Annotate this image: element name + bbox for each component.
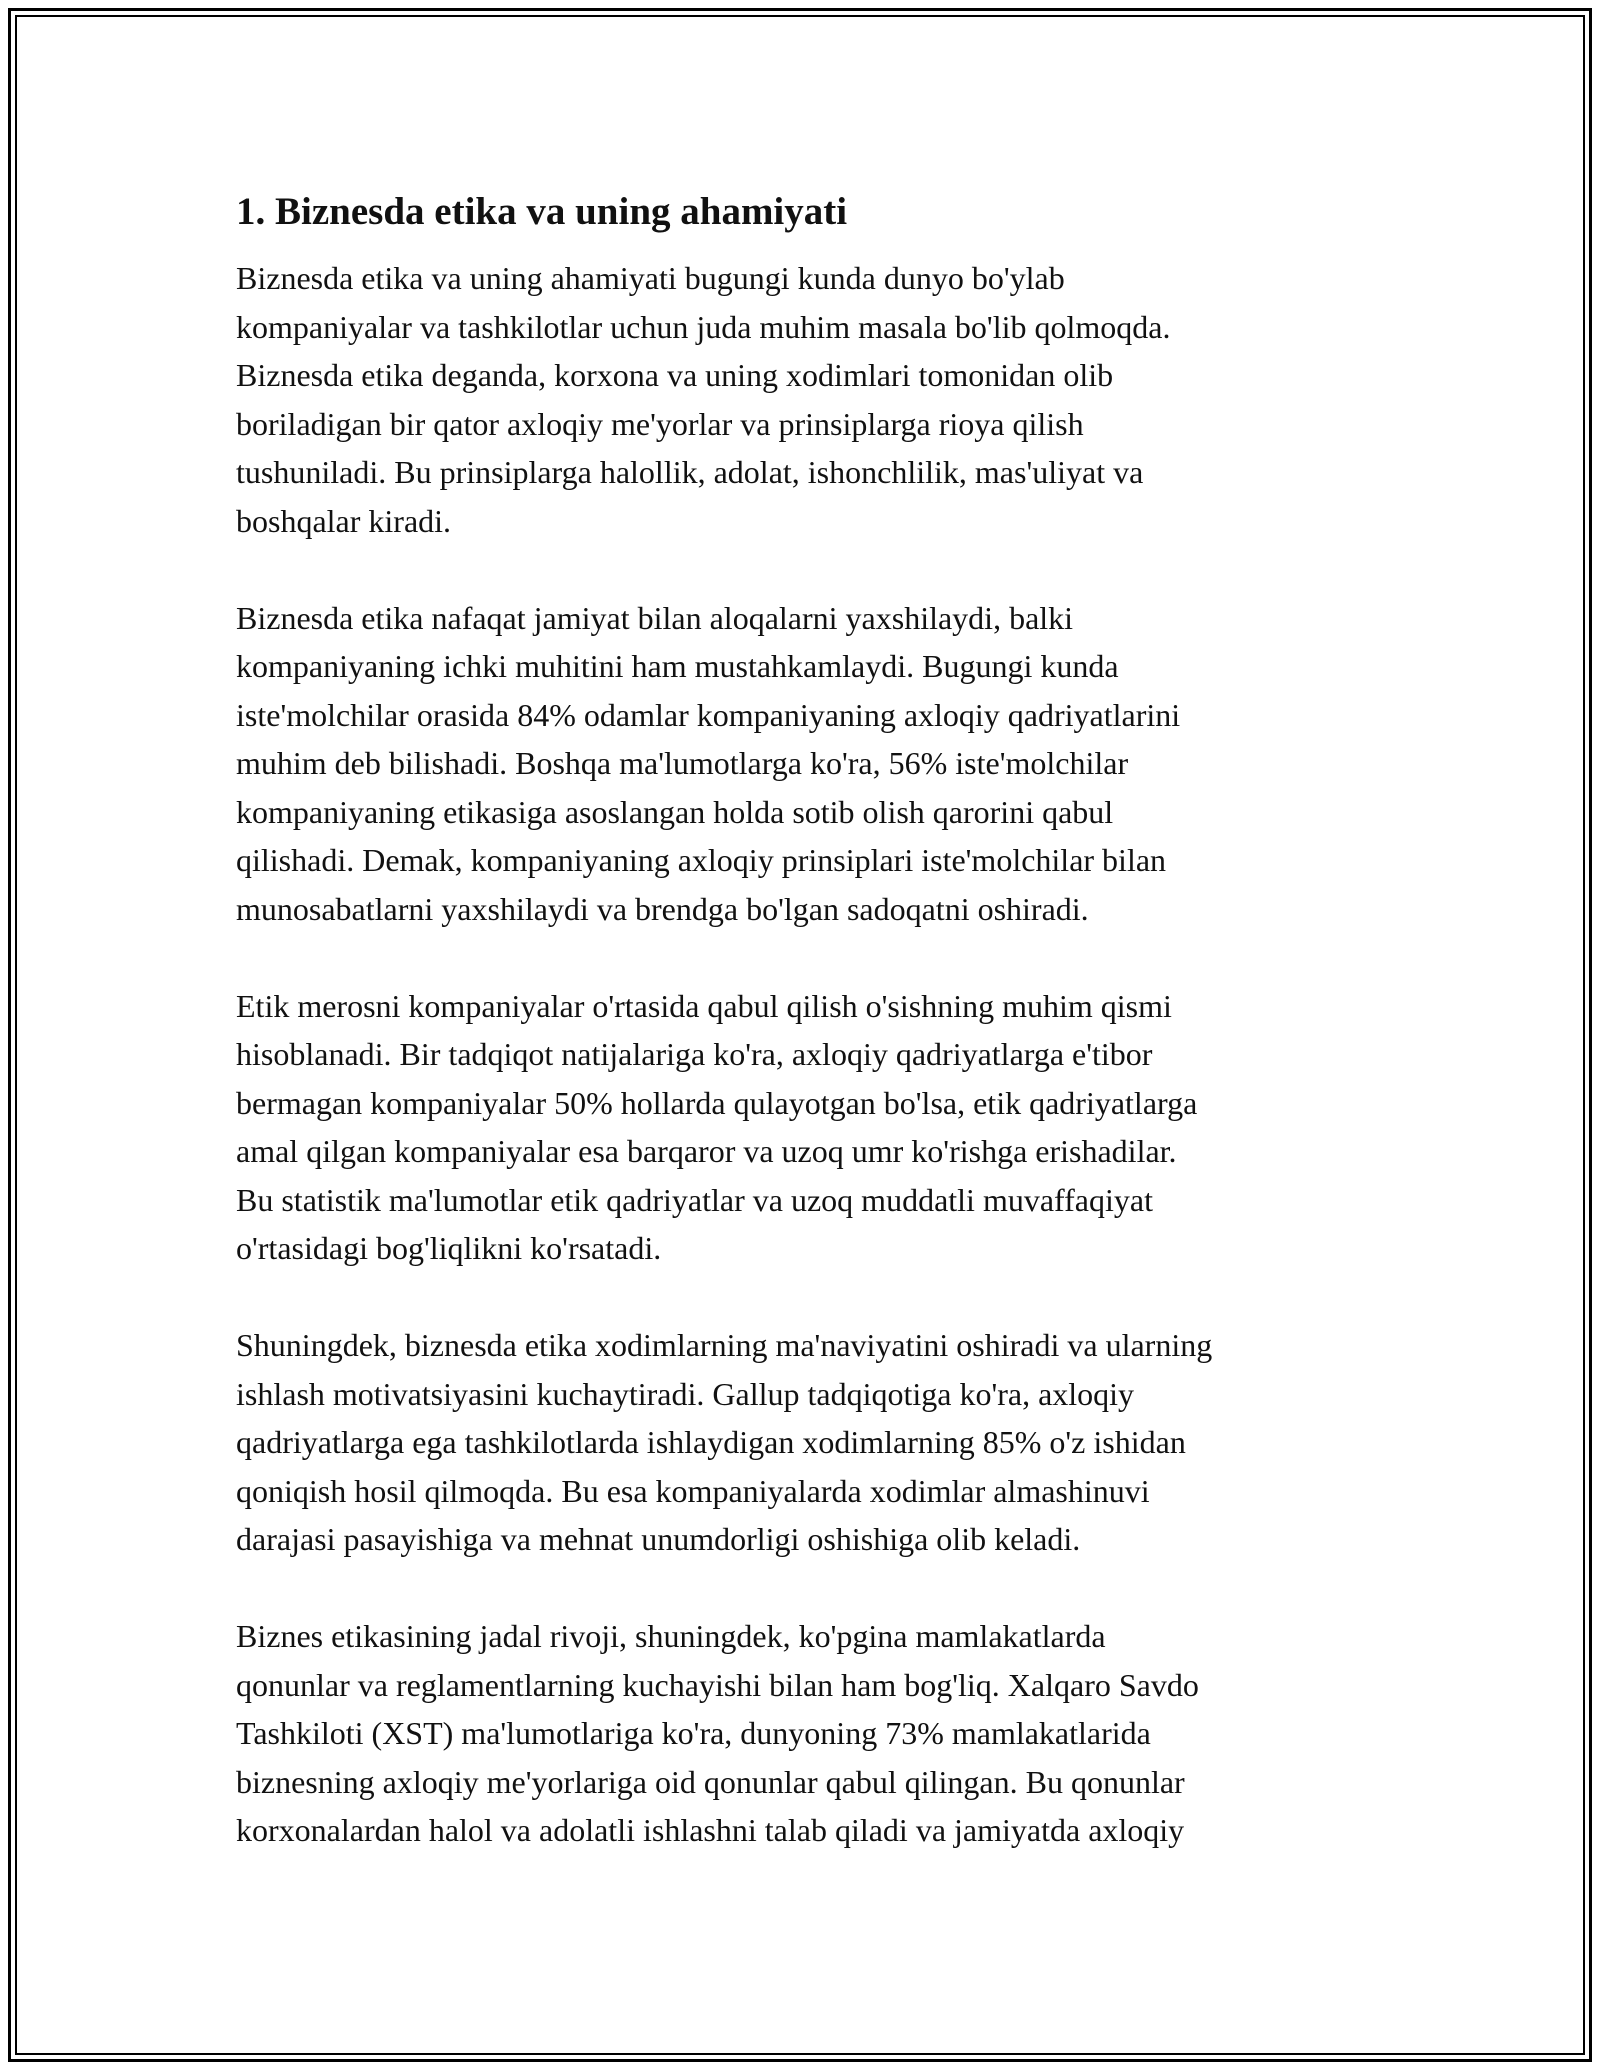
text-line: Biznes etikasining jadal rivoji, shuningdek, ko'pgina mamlakatlarda [236,1618,1106,1654]
text-line: kompaniyalar va tashkilotlar uchun juda muhim masala bo'lib qolmoqda. [236,308,1171,345]
text-line: qoniqish hosil qilmoqda. Bu esa kompaniyalarda xodimlar almashinuvi [236,1472,1150,1509]
text-line: kompaniyaning ichki muhitini ham mustahkamlaydi. Bugungi kunda [236,648,1119,684]
text-line: amal qilgan kompaniyalar esa barqaror va uzoq umr ko'rishga erishadilar. [236,1133,1177,1169]
text-line: Etik merosni kompaniyalar o'rtasida qabul qilish o'sishning muhim qismi [236,987,1172,1024]
text-line: Biznesda etika nafaqat jamiyat bilan aloqalarni yaxshilaydi, balki [236,599,1074,636]
text-line: hisoblanadi. Bir tadqiqot natijalariga ko'ra, axloqiy qadriyatlarga e'tibor [236,1036,1153,1072]
text-line: biznesning axloqiy me'yorlariga oid qonunlar qabul qilingan. Bu qonunlar [236,1763,1185,1800]
text-line: ishlash motivatsiyasini kuchaytiradi. Gallup tadqiqotiga ko'ra, axloqiy [236,1375,1135,1412]
paragraph-1 [236,254,1366,545]
paragraph-4 [236,1321,1366,1564]
document-body [236,186,1366,1903]
text-line: bermagan kompaniyalar 50% hollarda qulayotgan bo'lsa, etik qadriyatlarga [236,1084,1198,1121]
text-line: qadriyatlarga ega tashkilotlarda ishlaydigan xodimlarning 85% o'z ishidan [236,1424,1186,1460]
paragraph-2 [236,594,1366,934]
text-line: munosabatlarni yaxshilaydi va brendga bo'lgan sadoqatni oshiradi. [236,890,1089,927]
text-line: boriladigan bir qator axloqiy me'yorlar va prinsiplarga rioya qilish [236,405,1084,442]
text-line: boshqalar kiradi. [236,502,452,539]
text-line: tushuniladi. Bu prinsiplarga halollik, adolat, ishonchlilik, mas'uliyat va [236,454,1144,490]
text-line: qonunlar va reglamentlarning kuchayishi bilan ham bog'liq. Xalqaro Savdo [236,1666,1199,1703]
text-line: Tashkiloti (XST) ma'lumotlariga ko'ra, dunyoning 73% mamlakatlarida [236,1715,1151,1751]
text-line: qilishadi. Demak, kompaniyaning axloqiy prinsiplari iste'molchilar bilan [236,842,1167,878]
text-line: Shuningdek, biznesda etika xodimlarning ma'naviyatini oshiradi va ularning [236,1327,1213,1363]
text-line: korxonalardan halol va adolatli ishlashni talab qiladi va jamiyatda axloqiy [236,1812,1185,1848]
text-line: o'rtasidagi bog'liqlikni ko'rsatadi. [236,1230,662,1266]
text-line: darajasi pasayishiga va mehnat unumdorligi oshishiga olib keladi. [236,1521,1081,1557]
paragraph-5 [236,1612,1366,1855]
text-line: Bu statistik ma'lumotlar etik qadriyatlar va uzoq muddatli muvaffaqiyat [236,1181,1153,1218]
text-line: muhim deb bilishadi. Boshqa ma'lumotlarga ko'ra, 56% iste'molchilar [236,745,1129,781]
text-line: kompaniyaning etikasiga asoslangan holda sotib olish qarorini qabul [236,793,1114,830]
text-line: iste'molchilar orasida 84% odamlar kompaniyaning axloqiy qadriyatlarini [236,696,1181,733]
section-heading: 1. Biznesda etika va uning ahamiyati [236,190,848,233]
text-line: Biznesda etika va uning ahamiyati bugungi kunda dunyo bo'ylab [236,260,1065,296]
paragraph-3 [236,982,1366,1273]
text-line: Biznesda etika deganda, korxona va uning xodimlari tomonidan olib [236,357,1114,393]
